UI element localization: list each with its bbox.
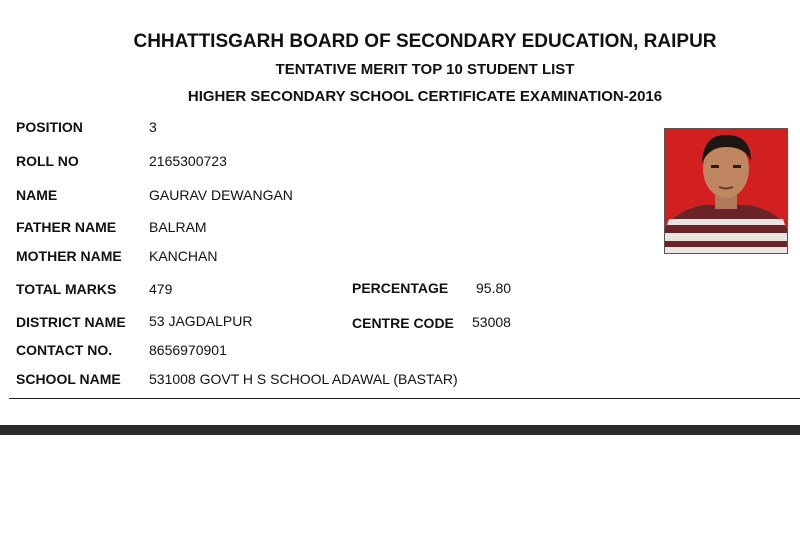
contact-value: 8656970901 <box>149 342 227 358</box>
school-label: SCHOOL NAME <box>16 371 121 387</box>
mother-label: MOTHER NAME <box>16 248 122 264</box>
list-title: TENTATIVE MERIT TOP 10 STUDENT LIST <box>275 61 575 78</box>
district-value: 53 JAGDALPUR <box>149 313 253 329</box>
father-label: FATHER NAME <box>16 219 117 235</box>
mother-value: KANCHAN <box>149 248 218 264</box>
divider-line <box>9 398 800 399</box>
roll-label: ROLL NO <box>16 153 79 169</box>
bottom-bar <box>0 425 800 435</box>
position-label: POSITION <box>16 119 83 135</box>
total-marks-value: 479 <box>149 281 173 297</box>
centre-code-label: CENTRE CODE <box>352 315 454 331</box>
exam-title: HIGHER SECONDARY SCHOOL CERTIFICATE EXAMINATION-2016 <box>187 88 663 105</box>
roll-value: 2165300723 <box>149 153 227 169</box>
name-value: GAURAV DEWANGAN <box>149 187 293 203</box>
percentage-value: 95.80 <box>476 280 512 296</box>
name-label: NAME <box>16 187 58 203</box>
school-value: 531008 GOVT H S SCHOOL ADAWAL (BASTAR) <box>149 371 458 387</box>
centre-code-value: 53008 <box>472 314 511 330</box>
father-value: BALRAM <box>149 219 207 235</box>
position-value: 3 <box>149 119 157 135</box>
total-marks-label: TOTAL MARKS <box>16 281 117 297</box>
student-photo-portrait <box>665 129 787 253</box>
district-label: DISTRICT NAME <box>16 314 126 330</box>
contact-label: CONTACT NO. <box>16 342 113 358</box>
student-photo <box>664 128 788 254</box>
percentage-label: PERCENTAGE <box>352 280 449 296</box>
board-title: CHHATTISGARH BOARD OF SECONDARY EDUCATION, RAIPUR <box>133 31 717 52</box>
